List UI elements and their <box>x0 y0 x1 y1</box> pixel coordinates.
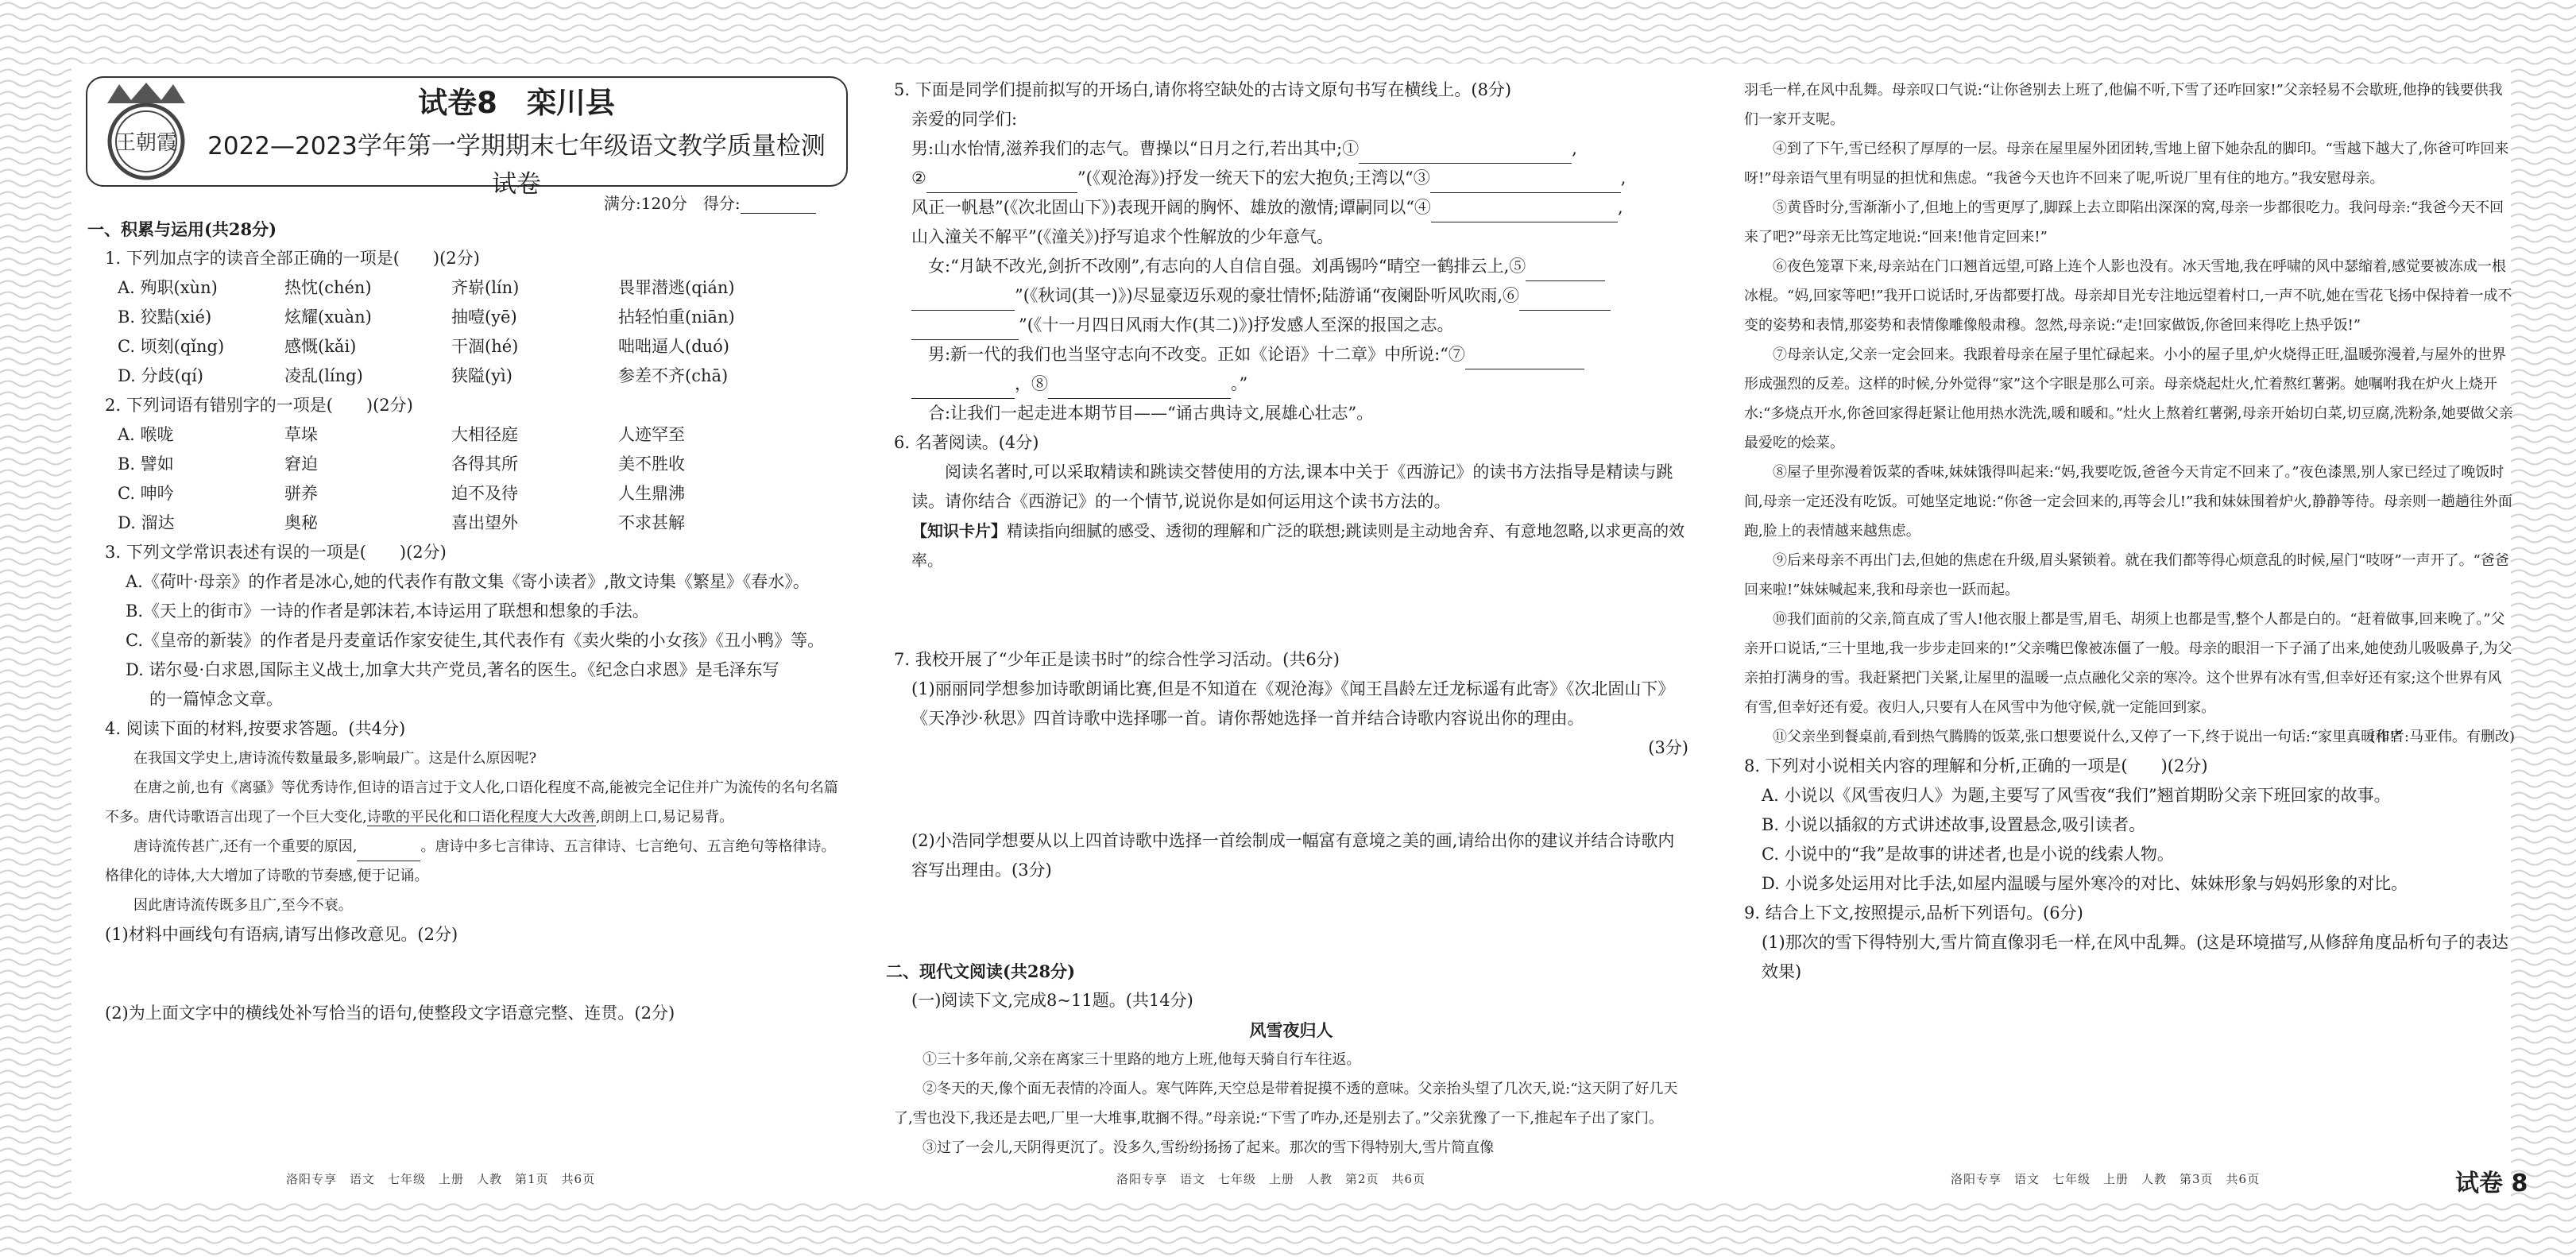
fill-line-7: ”(《十一月四日风雨大作(其二)》)抒发感人至深的报国之志。 <box>911 311 1688 340</box>
story-para-1: ①三十多年前,父亲在离家三十里路的地方上班,他每天骑自行车往返。 <box>922 1051 1361 1068</box>
answer-blank[interactable] <box>1465 348 1584 369</box>
option-cell: B. 譬如 <box>118 454 174 474</box>
fill-line-2: ② ”(《观沧海》)抒发一统天下的宏大抱负;王湾以“③ , <box>911 164 1688 193</box>
author-note: (作者:马亚伟。有删改) <box>2369 729 2515 745</box>
option-cell: 不求甚解 <box>618 513 685 532</box>
answer-blank[interactable] <box>357 840 420 861</box>
story-para-8: ⑧屋子里弥漫着饭菜的香味,妹妹饿得叫起来:“妈,我要吃饭,爸爸今天肯定不回来了。”夜色漆黑,别人家已经过了晚饭时间,母亲一定还没有吃饭。可她坚定地说:“你爸一定会回来的,再等会儿!”我和妹妹围着炉火,静静等待。母亲则一趟趟往外面跑,脸上的表情越来越焦虑。 <box>1744 464 2512 540</box>
greeting: 亲爱的同学们: <box>911 110 1018 129</box>
material-para-3: 唐诗流传甚广,还有一个重要的原因, 。唐诗中多七言律诗、五言律诗、七言绝句、五言绝句等格律诗。格律化的诗体,大大增加了诗歌的节奏感,便于记诵。 <box>105 838 836 884</box>
question-6: 6. 名著阅读。(4分) <box>894 433 1039 452</box>
fill-line-9: ，⑧ 。” <box>911 369 1688 399</box>
option-cell: C. 呻吟 <box>118 484 174 503</box>
fill-line-5: 女:“月缺不改光,剑折不改刚”,有志向的人自信自强。刘禹锡吟“晴空一鹤排云上,⑤ <box>911 252 1688 281</box>
question-7-2: (2)小浩同学想要从以上四首诗歌中选择一首绘制成一幅富有意境之美的画,请给出你的建议并结合诗歌内容写出理由。(3分) <box>911 831 1675 880</box>
material-para-1: 在我国文学史上,唐诗流传数量最多,影响最广。这是什么原因呢? <box>133 750 537 767</box>
option-cell: 人迹罕至 <box>618 425 685 444</box>
knowledge-card: 【知识卡片】精读指向细腻的感受、透彻的理解和广泛的联想;跳读则是主动地舍弃、有意地忽略,以求更高的效率。 <box>911 521 1685 570</box>
answer-blank[interactable] <box>1526 260 1605 281</box>
exam-title: 试卷8 栾川县 <box>418 86 615 120</box>
option-cell: 热忱(chén) <box>284 278 372 297</box>
story-para-7: ⑦母亲认定,父亲一定会回来。我跟着母亲在屋子里忙碌起来。小小的屋子里,炉火烧得正旺,温暖弥漫着,与屋外的世界形成强烈的反差。这样的时候,分外觉得“家”这个字眼是那么可亲。母亲烧起灶火,忙着熬红薯粥。她嘱咐我在炉火上烧开水:“多烧点开水,你爸回家得赶紧让他用热水洗洗,暖和暖和。”灶火上熬着红薯粥,母亲开始切白菜,切豆腐,洗粉条,她要做父亲最爱吃的烩菜。 <box>1744 346 2513 451</box>
answer-blank[interactable] <box>911 289 1015 311</box>
answer-blank[interactable] <box>1359 142 1572 164</box>
column-2 <box>886 75 1688 1162</box>
material-para-2: 在唐之前,也有《离骚》等优秀诗作,但诗的语言过于文人化,口语化程度不高,能被完全记住并广为流传的名句名篇不多。唐代诗歌语言出现了一个巨大变化,诗歌的平民化和口语化程度大大改善,朗朗上口,易记易背。 <box>105 779 838 826</box>
option-c: C.《皇帝的新装》的作者是丹麦童话作家安徒生,其代表作有《卖火柴的小女孩》《丑小鸭》等。 <box>126 631 825 650</box>
option-a: A.《荷叶·母亲》的作者是冰心,她的代表作有散文集《寄小读者》,散文诗集《繁星》《春水》。 <box>126 572 810 591</box>
story-para-3-cont: 羽毛一样,在风中乱舞。母亲叹口气说:“让你爸别去上班了,他偏不听,下雪了还咋回家!”父亲轻易不会歇班,他挣的钱要供我们一家开支呢。 <box>1744 82 2503 128</box>
fill-line-10: 合:让我们一起走进本期节目——“诵古典诗文,展雄心壮志”。 <box>928 404 1374 423</box>
option-cell: 人生鼎沸 <box>618 484 685 503</box>
question-2: 2. 下列词语有错别字的一项是( )(2分) <box>105 396 413 415</box>
option-d: D. 诺尔曼·白求恩,国际主义战士,加拿大共产党员,著名的医生。《纪念白求恩》是毛泽东写 <box>126 660 779 679</box>
option-cell: 美不胜收 <box>618 454 685 474</box>
answer-space[interactable] <box>87 950 838 999</box>
fill-line-8: 男:新一代的我们也当坚守志向不改变。正如《论语》十二章》中所说:“⑦ <box>911 340 1688 369</box>
option-cell: 迫不及待 <box>451 484 518 503</box>
option-cell: 凌乱(líng) <box>284 366 363 385</box>
question-1-options <box>118 273 838 391</box>
option-cell: 咄咄逼人(duó) <box>618 337 729 356</box>
option-c: C. 小说中的“我”是故事的讲述者,也是小说的线索人物。 <box>1762 845 2174 864</box>
question-7-1: (1)丽丽同学想参加诗歌朗诵比赛,但是不知道在《观沧海》《闻王昌龄左迁龙标遥有此寄》《次北固山下》《天净沙·秋思》四首诗歌中选择哪一首。请你帮她选择一首并结合诗歌内容说出你的理由。 <box>911 679 1675 728</box>
story-para-3: ③过了一会儿,天阴得更沉了。没多久,雪纷纷扬扬了起来。那次的雪下得特别大,雪片简直像 <box>922 1139 1495 1156</box>
underlined-sentence: 诗歌的平民化和口语化程度大大改善 <box>366 809 596 826</box>
option-cell: 拈轻怕重(niān) <box>618 307 735 327</box>
column-3 <box>1744 75 2515 987</box>
exam-number-badge: 试卷 8 <box>2455 1170 2528 1197</box>
option-d-cont: 的一篇悼念文章。 <box>149 690 283 709</box>
answer-blank[interactable] <box>911 377 1015 399</box>
question-3: 3. 下列文学常识表述有误的一项是( )(2分) <box>105 543 447 562</box>
option-cell: B. 狡黠(xié) <box>118 307 212 327</box>
question-9-1: (1)那次的雪下得特别大,雪片简直像羽毛一样,在风中乱舞。(这是环境描写,从修辞角度品析句子的表达效果) <box>1762 933 2508 981</box>
option-cell: D. 溜达 <box>118 513 175 532</box>
svg-text:王朝霞: 王朝霞 <box>114 131 178 155</box>
story-para-2: ②冬天的天,像个面无表情的冷面人。寒气阵阵,天空总是带着捉摸不透的意味。父亲抬头望了几次天,说:“这天阴了好几天了,雪也没下,我还是去吧,厂里一大堆事,耽搁不得。”母亲说:“下雪了咋办,还是别去了。”父亲犹豫了一下,推起车子出了家门。 <box>894 1081 1678 1127</box>
exam-subtitle: 2022—2023学年第一学期期末七年级语文教学质量检测试卷 <box>207 132 826 199</box>
option-cell: C. 顷刻(qǐng) <box>118 337 225 356</box>
option-cell: D. 分歧(qí) <box>118 366 203 385</box>
section-title: 一、积累与运用(共28分) <box>87 219 277 239</box>
question-4-2: (2)为上面文字中的横线处补写恰当的语句,使整段文字语意完整、连贯。(2分) <box>105 1004 675 1023</box>
story-para-10: ⑩我们面前的父亲,简直成了雪人!他衣服上都是雪,眉毛、胡须上也都是雪,整个人都是白的。“赶着做事,回来晚了。”父亲开口说话,“三十里地,我一步步走回来的!”父亲嘴巴像被冻僵了一般。母亲的眼泪一下子涌了出来,她使劲儿吸吸鼻子,为父亲拍打满身的雪。我赶紧把门关紧,让屋里的温暖一点点融化父亲的寒冷。这个世界有冰有雪,但幸好还有家;这个世界有风有雪,但幸好还有爱。夜归人,只要有人在风雪中为他守候,就一定能回到家。 <box>1744 611 2512 716</box>
option-cell: 草垛 <box>284 425 318 444</box>
option-cell: 窘迫 <box>284 454 318 474</box>
page-footer: 洛阳专享 语文 七年级 上册 人教 第1页 共6页 <box>286 1172 596 1186</box>
subsection-title: (一)阅读下文,完成8~11题。(共14分) <box>911 991 1193 1010</box>
material-para-4: 因此唐诗流传既多且广,至今不衰。 <box>133 897 353 914</box>
option-cell: 参差不齐(chā) <box>618 366 729 385</box>
option-cell: 奥秘 <box>284 513 318 532</box>
story-para-5: ⑤黄昏时分,雪渐渐小了,但地上的雪更厚了,脚踩上去立即陷出深深的窝,母亲一步都很吃力。我问母亲:“我爸今天不回来了吧?”母亲无比笃定地说:“回来!他肯定回来!” <box>1744 199 2504 246</box>
option-cell: A. 喉咙 <box>118 425 174 444</box>
option-cell: 畏罪潜逃(qián) <box>618 278 735 297</box>
answer-space[interactable] <box>894 763 1688 826</box>
question-9: 9. 结合上下文,按照提示,品析下列语句。(6分) <box>1744 903 2083 922</box>
option-cell: A. 殉职(xùn) <box>118 278 218 297</box>
option-cell: 狭隘(yì) <box>451 366 512 385</box>
option-cell: 干涸(hé) <box>451 337 519 356</box>
option-d: D. 小说多处运用对比手法,如屋内温暖与屋外寒冷的对比、妹妹形象与妈妈形象的对比。 <box>1762 874 2408 893</box>
story-para-11: ⑪父亲坐到餐桌前,看到热气腾腾的饭菜,张口想要说什么,又停了一下,终于说出一句话:“家里真暖和!” <box>1773 729 2403 745</box>
question-8: 8. 下列对小说相关内容的理解和分析,正确的一项是( )(2分) <box>1744 756 2208 775</box>
fill-line-1: 男:山水怡情,滋养我们的志气。曹操以“日月之行,若出其中;① , <box>911 134 1688 164</box>
story-para-6: ⑥夜色笼罩下来,母亲站在门口翘首远望,可路上连个人影也没有。冰天雪地,我在呼啸的风中瑟缩着,感觉要被冻成一根冰棍。“妈,回家等吧!”我开口说话时,牙齿都要打战。母亲却目光专注地远望着村口,一声不吭,她在雪花飞扬中保持着一成不变的姿势和表情,那姿势和表情像雕像般肃穆。忽然,母亲说:“走!回家做饭,你爸回来得吃上热乎饭!” <box>1744 258 2512 334</box>
option-cell: 喜出望外 <box>451 513 518 532</box>
answer-space[interactable] <box>894 885 1688 957</box>
story-title: 风雪夜归人 <box>1249 1020 1333 1040</box>
option-cell: 炫耀(xuàn) <box>284 307 372 327</box>
question-2-options <box>118 420 838 538</box>
option-cell: 齐崭(lín) <box>451 278 520 297</box>
story-para-9: ⑨后来母亲不再出门去,但她的焦虑在升级,眉头紧锁着。就在我们都等得心烦意乱的时候,屋门“吱呀”一声开了。“爸爸回来啦!”妹妹喊起来,我和母亲也一跃而起。 <box>1744 552 2509 598</box>
fill-line-4: 山入潼关不解平”(《潼关》)抒写追求个性解放的少年意气。 <box>911 227 1334 246</box>
answer-blank[interactable] <box>1431 201 1618 222</box>
fill-line-6: ”(《秋词(其一)》)尽显豪迈乐观的豪壮情怀;陆游诵“夜阑卧听风吹雨,⑥ <box>911 281 1688 311</box>
fill-line-3: 风正一帆悬”(《次北固山下》)表现开阔的胸怀、雄放的激情;谭嗣同以“④ , <box>911 193 1688 222</box>
answer-blank[interactable] <box>1048 377 1231 399</box>
section-title: 二、现代文阅读(共28分) <box>886 961 1076 981</box>
page-footer: 洛阳专享 语文 七年级 上册 人教 第3页 共6页 <box>1951 1172 2261 1186</box>
answer-space[interactable] <box>894 575 1688 645</box>
logo-seal-icon <box>99 79 193 181</box>
option-a: A. 小说以《风雪夜归人》为题,主要写了风雪夜“我们”翘首期盼父亲下班回家的故事。 <box>1762 786 2391 805</box>
answer-blank[interactable] <box>1430 172 1621 193</box>
option-b: B. 小说以插叙的方式讲述故事,设置悬念,吸引读者。 <box>1762 815 2146 834</box>
option-cell: 各得其所 <box>451 454 518 474</box>
story-para-4: ④到了下午,雪已经积了厚厚的一层。母亲在屋里屋外团团转,雪地上留下她杂乱的脚印。“雪越下越大了,你爸可咋回来呀!”母亲语气里有明显的担忧和焦虑。“我爸今天也许不回来了呢,听说厂里有住的地方。”我安慰母亲。 <box>1744 141 2509 187</box>
answer-blank[interactable] <box>911 319 1019 340</box>
question-5: 5. 下面是同学们提前拟写的开场白,请你将空缺处的古诗文原句书写在横线上。(8分) <box>894 80 1512 99</box>
question-6-body: 阅读名著时,可以采取精读和跳读交替使用的方法,课本中关于《西游记》的读书方法指导是精读与跳读。请你结合《西游记》的一个情节,说说你是如何运用这个读书方法的。 <box>911 462 1673 511</box>
option-cell: 抽噎(yē) <box>451 307 517 327</box>
answer-blank[interactable] <box>926 172 1077 193</box>
question-4: 4. 阅读下面的材料,按要求答题。(共4分) <box>105 719 406 738</box>
score-line: 满分:120分 得分: <box>604 191 816 214</box>
answer-blank[interactable] <box>1519 289 1611 311</box>
option-cell: 感慨(kǎi) <box>284 337 357 356</box>
option-b: B.《天上的街市》一诗的作者是郭沫若,本诗运用了联想和想象的手法。 <box>126 601 649 621</box>
question-7-1-points: (3分) <box>1648 738 1688 757</box>
option-cell: 大相径庭 <box>451 425 518 444</box>
question-4-1: (1)材料中画线句有语病,请写出修改意见。(2分) <box>105 925 458 944</box>
page-footer: 洛阳专享 语文 七年级 上册 人教 第2页 共6页 <box>1116 1172 1426 1186</box>
question-7: 7. 我校开展了“少年正是读书时”的综合性学习活动。(共6分) <box>894 650 1340 669</box>
option-cell: 骈养 <box>284 484 318 503</box>
question-1: 1. 下列加点字的读音全部正确的一项是( )(2分) <box>105 249 480 268</box>
column-1 <box>87 215 838 1028</box>
